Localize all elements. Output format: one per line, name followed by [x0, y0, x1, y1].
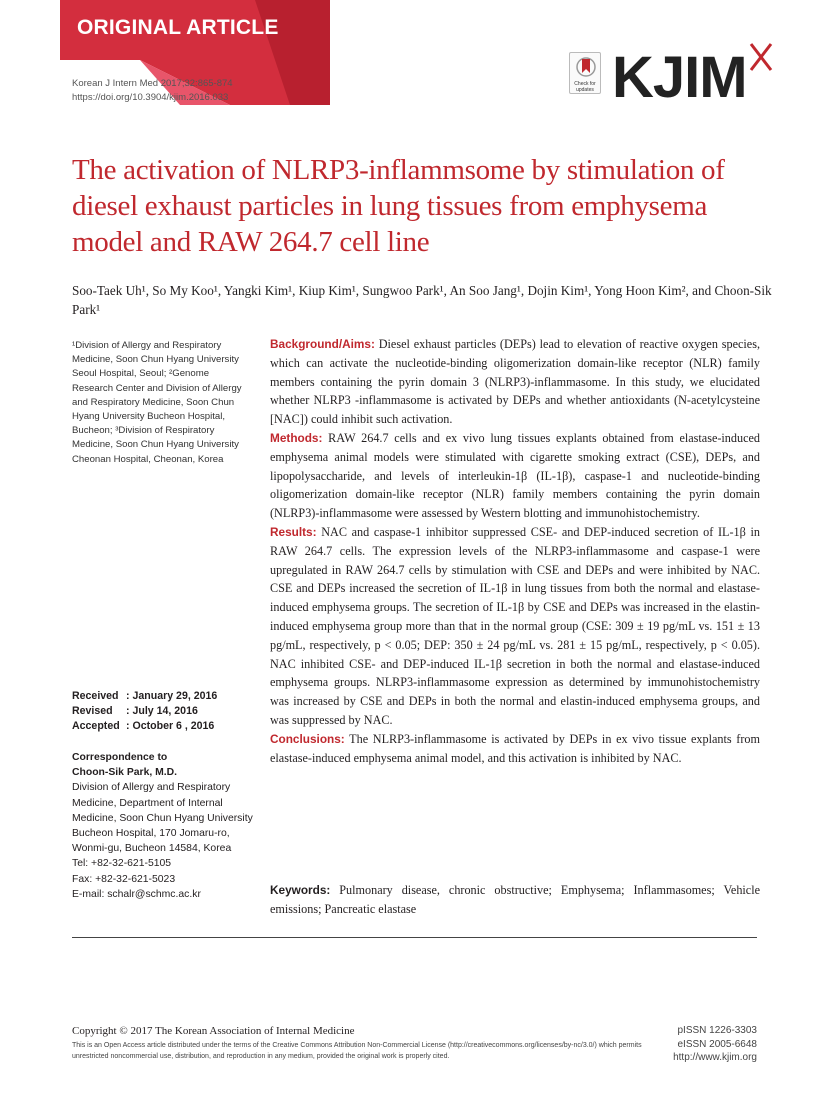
results-text: NAC and caspase-1 inhibitor suppressed CSE- and DEP-induced secretion of IL-1β in RAW 264.7 cells. The expression levels of the NLRP3-inflammasome and caspase-1 were upregulated in RAW 264.7 cells by stimulation with CSE and DEPs and were inhibited by NAC. CSE and DEPs increased the secretion of IL-1β in lung tissues from both the normal and elastase-induced emphysema groups. The secretion of IL-1β by CSE and DEPs was increased in the elastin-induced emphysema group more than that in the normal group (CSE: 309 ± 19 pg/mL vs. 151 ± 13 pg/mL, respectively, p < 0.05; DEP: 350 ± 24 pg/mL vs. 281 ± 15 pg/mL, respectively, p < 0.05). NAC inhibited CSE- and DEP-induced IL-1β secretion in both the normal and elastase-induced emphysema groups. NLRP3-inflammasome expression as determined by immunohistochemistry was increased by CSE and DEPs in both the normal and elastin-induced emphysema groups, and was suppressed by NAC. — [270, 524, 760, 727]
section-divider — [72, 937, 757, 938]
correspondence-email[interactable]: E-mail: schalr@schmc.ac.kr — [72, 888, 201, 900]
pissn: pISSN 1226-3303 — [677, 1025, 757, 1036]
article-dates — [72, 689, 217, 734]
bookmark-icon — [576, 56, 596, 80]
conclusions-heading: Conclusions: — [270, 731, 345, 746]
article-type-label: ORIGINAL ARTICLE — [77, 16, 279, 39]
journal-citation: Korean J Intern Med 2017;32:865-874 — [72, 78, 233, 89]
correspondence-name: Choon-Sik Park, M.D. — [72, 767, 178, 779]
accepted-date: Accepted : October 6 , 2016 — [72, 720, 215, 732]
received-date: Received : January 29, 2016 — [72, 690, 218, 702]
abstract-background — [270, 335, 760, 429]
journal-reference — [72, 77, 233, 105]
copyright: Copyright © 2017 The Korean Association of Internal Medicine — [72, 1025, 355, 1037]
conclusions-text: The NLRP3-inflammasome is activated by DEPs in ex vivo tissue explants from elastase-induced emphysema animal model, and this activation is inhibited by NAC. — [270, 731, 760, 765]
abstract — [270, 335, 760, 767]
background-text: Diesel exhaust particles (DEPs) lead to elevation of reactive oxygen species, which can activate the nucleotide-binding oligomerization domain-like receptor (NLR) family members containing the pyrin domain 3 (NLRP3)-inflammasome. In this study, we elucidated whether NLRP3 -inflammasome is activated by DEPs and whether antioxidants (N-acetylcysteine [NAC]) could inhibit such activation. — [270, 337, 760, 427]
results-heading: Results: — [270, 524, 317, 539]
correspondence-heading: Correspondence to — [72, 752, 168, 763]
license-text: This is an Open Access article distributed under the terms of the Creative Commons Attribution Non-Commercial License (http://creativecommons.org/licenses/by-nc/3.0/) which permits unrestricted noncommercial use, distribution, and reproduction in any medium, provided the original work is properly cited. — [72, 1042, 642, 1060]
footer — [72, 1024, 672, 1062]
methods-heading: Methods: — [270, 430, 323, 445]
background-heading: Background/Aims: — [270, 337, 375, 351]
keywords — [270, 881, 760, 919]
doi-link[interactable]: https://doi.org/10.3904/kjim.2016.033 — [72, 92, 229, 103]
check-for-updates-badge[interactable] — [569, 52, 601, 94]
methods-text: RAW 264.7 cells and ex vivo lung tissues explants obtained from elastase-induced emphysema animal models were stimulated with cigarette smoking extract (CSE), DEPs, and lipopolysaccharide, and levels of interleukin-1β (IL-1β), caspase-1 and nucleotide-binding oligomerization domain-like receptor (NLR) family members containing the pyrin domain (NLRP3)-inflammasome were assessed by Western blotting and immunohistochemistry. — [270, 430, 760, 521]
abstract-methods — [270, 429, 760, 523]
abstract-results — [270, 523, 760, 730]
correspondence-fax: Fax: +82-32-621-5023 — [72, 873, 176, 885]
revised-date: Revised : July 14, 2016 — [72, 705, 198, 717]
correspondence — [72, 750, 257, 902]
journal-logo — [612, 40, 772, 120]
keywords-text: Pulmonary disease, chronic obstructive; Emphysema; Inflammasomes; Vehicle emissions; Pancreatic elastase — [270, 883, 760, 916]
journal-url[interactable]: http://www.kjim.org — [673, 1052, 757, 1063]
abstract-conclusions — [270, 730, 760, 768]
article-title: The activation of NLRP3-inflammsome by stimulation of diesel exhaust particles in lung tissues from emphysema model and RAW 264.7 cell line — [72, 154, 725, 258]
correspondence-tel: Tel: +82-32-621-5105 — [72, 858, 172, 870]
correspondence-address: Division of Allergy and Respiratory Medicine, Department of Internal Medicine, Soon Chun Hyang University Bucheon Hospital, 170 Jomaru-ro, Wonmi-gu, Bucheon 14584, Korea — [72, 782, 253, 855]
eissn: eISSN 2005-6648 — [677, 1038, 757, 1050]
logo-text: KJIM — [612, 45, 747, 110]
keywords-heading: Keywords: — [270, 883, 331, 897]
author-list: Soo-Taek Uh¹, So My Koo¹, Yangki Kim¹, Kiup Kim¹, Sungwoo Park¹, An Soo Jang¹, Dojin Kim¹, Yong Hoon Kim², and Choon-Sik Park¹ — [72, 283, 772, 317]
logo-cross-icon — [748, 40, 774, 74]
issn-block — [640, 1024, 757, 1065]
badge-label: Check for updates — [574, 81, 596, 93]
affiliations: ¹Division of Allergy and Respiratory Medicine, Soon Chun Hyang University Seoul Hospital, Seoul; ²Genome Research Center and Division of Allergy and Respiratory Medicine, Soon Chun Hyang University Bucheon Hospital, Bucheon; ³Division of Respiratory Medicine, Soon Chun Hyang University Cheonan Hospital, Cheonan, Korea — [72, 340, 242, 465]
